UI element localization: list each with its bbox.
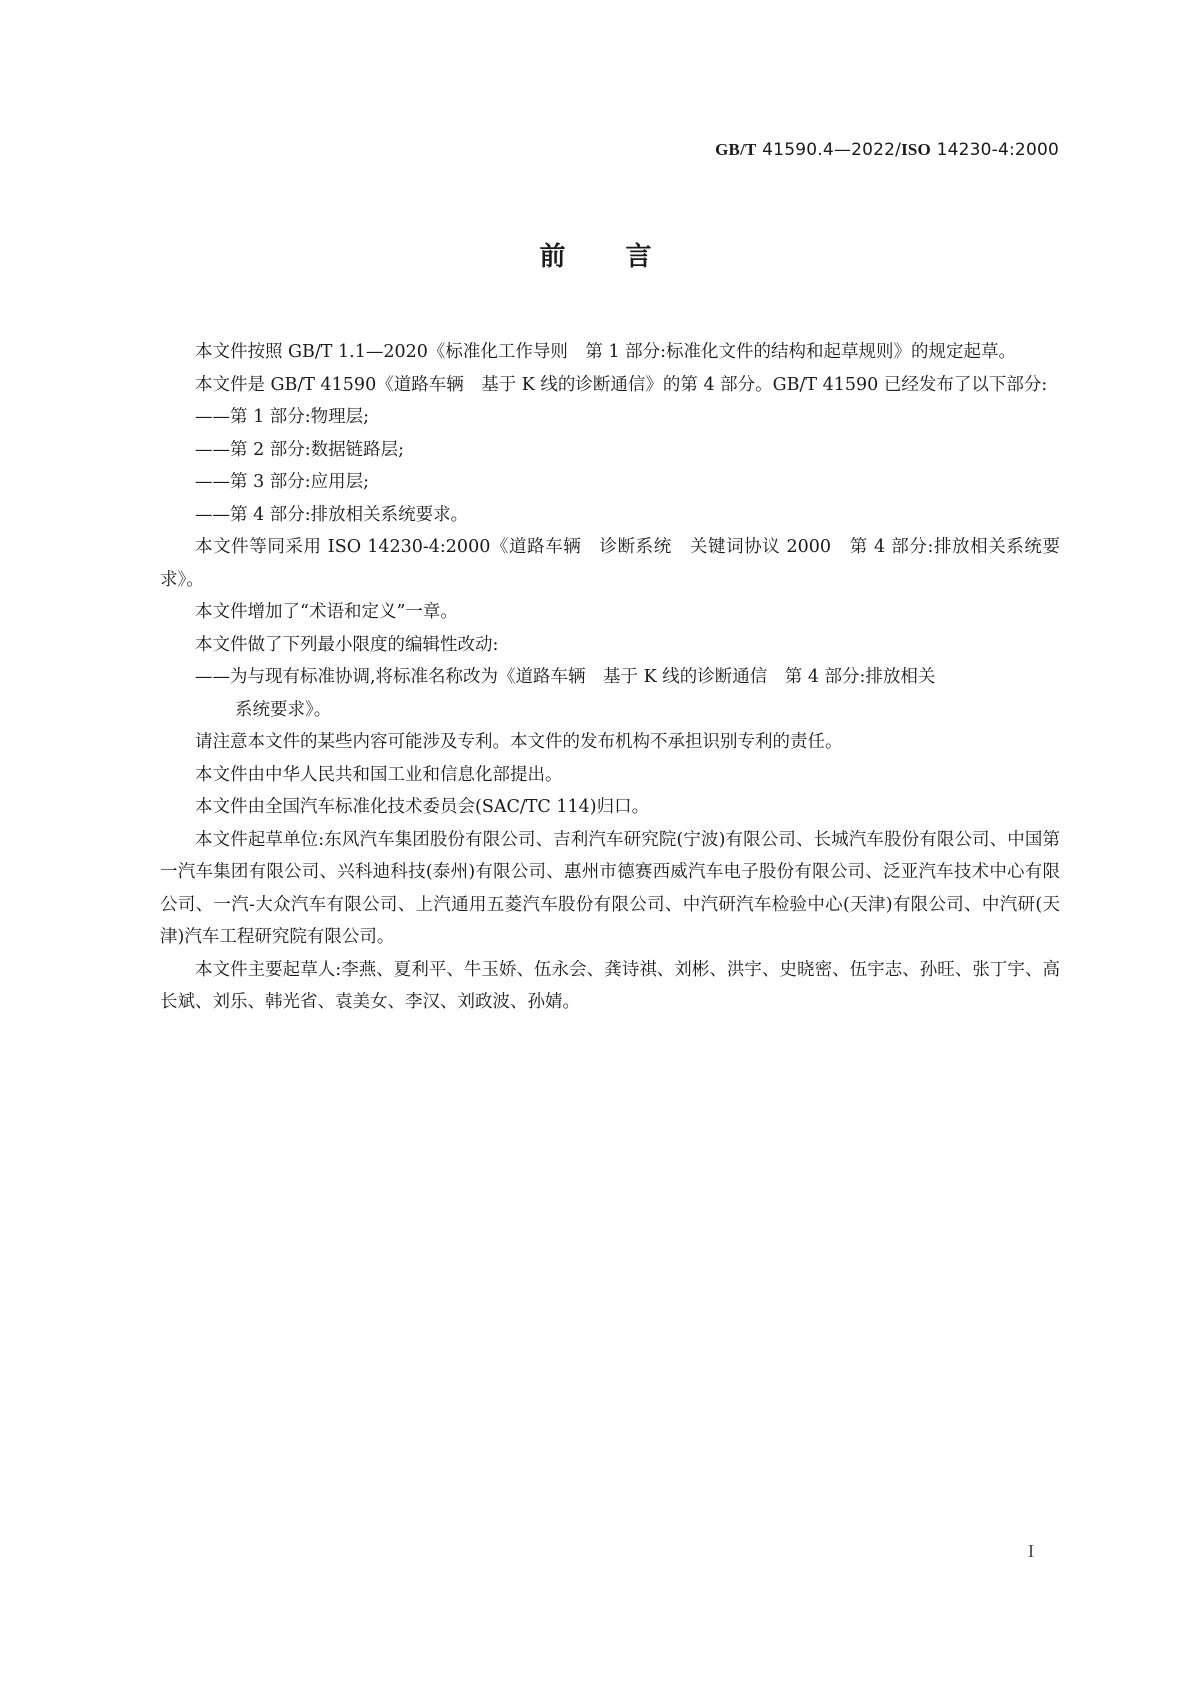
code-iso-number: 14230-4:2000 [930, 140, 1059, 160]
list-item-title-change [160, 661, 1060, 726]
title-change-line2: 系统要求》。 [235, 699, 332, 720]
code-gbt: GB/T [715, 140, 757, 159]
paragraph-under-jurisdiction: 本文件由全国汽车标准化技术委员会(SAC/TC 114)归口。 [195, 797, 650, 817]
list-item-part-4: ——第 4 部分:排放相关系统要求。 [195, 504, 469, 525]
list-item-part-1: ——第 1 部分:物理层; [195, 407, 370, 427]
code-iso: ISO [901, 140, 931, 159]
standard-code-header [715, 140, 1059, 160]
paragraph-iso-adoption: 本文件等同采用 ISO 14230-4:2000《道路车辆 诊断系统 关键词协议 2000 第 4 部分:排放相关系统要求》。 [160, 537, 1060, 590]
paragraph-patent-notice: 请注意本文件的某些内容可能涉及专利。本文件的发布机构不承担识别专利的责任。 [195, 732, 843, 752]
paragraph-main-drafters: 本文件主要起草人:李燕、夏利平、牛玉娇、伍永会、龚诗祺、刘彬、洪宇、史晓密、伍宇志、孙旺、张丁宇、高长斌、刘乐、韩光省、袁美女、李汉、刘政波、孙婧。 [160, 959, 1060, 1012]
paragraph-proposed-by: 本文件由中华人民共和国工业和信息化部提出。 [195, 764, 563, 785]
paragraph-series-parts: 本文件是 GB/T 41590《道路车辆 基于 K 线的诊断通信》的第 4 部分。GB/T 41590 已经发布了以下部分: [195, 374, 1048, 395]
list-item-part-3: ——第 3 部分:应用层; [195, 472, 370, 492]
paragraph-terms-added: 本文件增加了“术语和定义”一章。 [195, 602, 458, 622]
paragraph-drafting-rules: 本文件按照 GB/T 1.1—2020《标准化工作导则 第 1 部分:标准化文件的结构和起草规则》的规定起草。 [195, 342, 1017, 362]
code-number: 41590.4—2022/ [756, 140, 902, 160]
page-number: I [1028, 1541, 1034, 1561]
paragraph-drafting-units: 本文件起草单位:东风汽车集团股份有限公司、吉利汽车研究院(宁波)有限公司、长城汽车股份有限公司、中国第一汽车集团有限公司、兴科迪科技(泰州)有限公司、惠州市德赛西威汽车电子股份有限公司、泛亚汽车技术中心有限公司、一汽-大众汽车有限公司、上汽通用五菱汽车股份有限公司、中汽研汽车检验中心(天津)有限公司、中汽研(天津)汽车工程研究院有限公司。 [160, 829, 1060, 947]
title-change-line1: ——为与现有标准协调,将标准名称改为《道路车辆 基于 K 线的诊断通信 第 4 部分:排放相关 [195, 667, 936, 687]
page-title: 前言 [539, 242, 712, 272]
list-item-part-2: ——第 2 部分:数据链路层; [195, 439, 405, 460]
paragraph-editorial-changes: 本文件做了下列最小限度的编辑性改动: [195, 634, 499, 655]
foreword-body [160, 336, 1060, 1019]
